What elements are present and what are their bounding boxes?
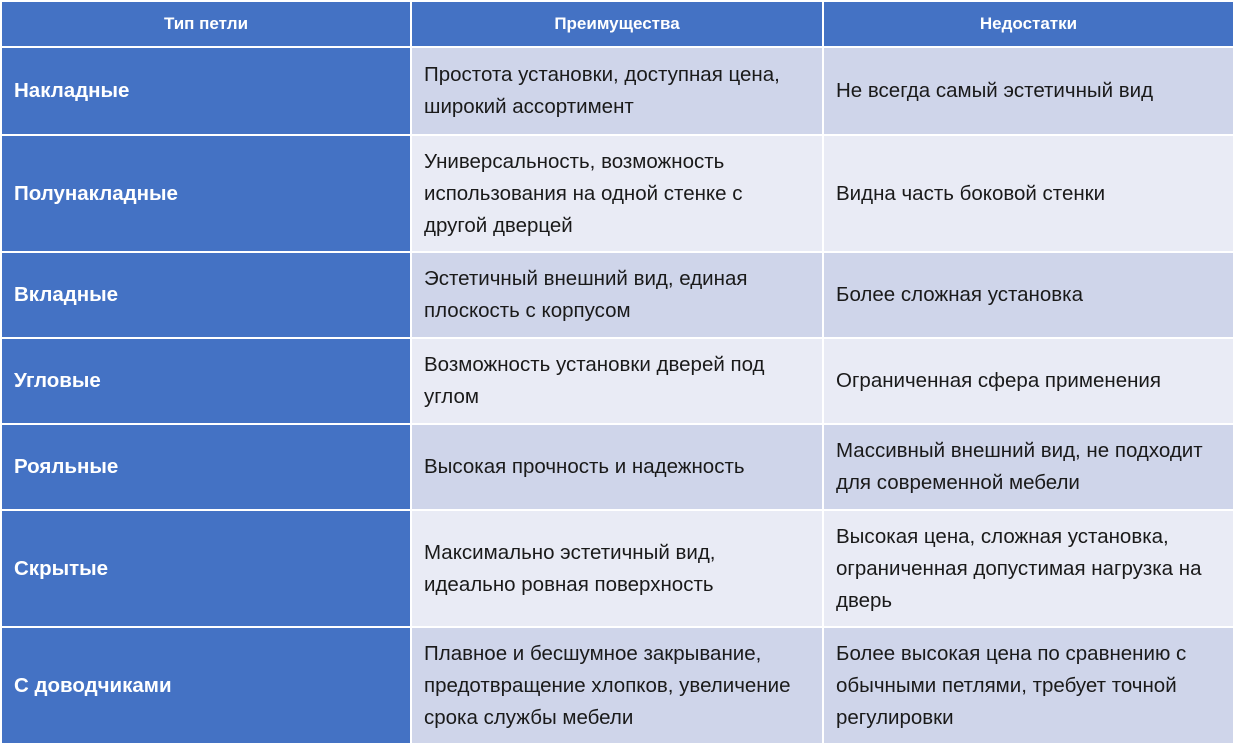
row-pros-text: Максимально эстетичный вид, идеально ровная поверхность [424, 540, 716, 596]
row-pros-text: Высокая прочность и надежность [424, 455, 745, 478]
row-pros-text: Возможность установки дверей под углом [424, 353, 765, 408]
row-type-label: Угловые [14, 369, 101, 392]
row-cons-cell [824, 511, 1233, 626]
header-cell-cons [824, 2, 1233, 46]
row-cons-cell [824, 425, 1233, 509]
row-type-label: Вкладные [14, 283, 119, 306]
row-pros-cell [412, 425, 822, 509]
row-pros-cell [412, 48, 822, 134]
row-pros-cell [412, 253, 822, 337]
hinge-comparison-table [2, 2, 1233, 743]
row-cons-cell [824, 253, 1233, 337]
row-pros-cell [412, 136, 822, 251]
row-pros-text: Эстетичный внешний вид, единая плоскость с корпусом [424, 267, 748, 322]
row-cons-text: Более сложная установка [836, 283, 1083, 306]
row-cons-text: Не всегда самый эстетичный вид [836, 79, 1154, 102]
row-cons-cell [824, 136, 1233, 251]
row-type-cell [2, 136, 410, 251]
row-type-cell [2, 48, 410, 134]
row-type-label: Скрытые [14, 556, 109, 580]
row-cons-text: Массивный внешний вид, не подходит для современной мебели [836, 439, 1203, 494]
row-cons-cell [824, 48, 1233, 134]
row-type-label: Рояльные [14, 455, 119, 478]
row-type-cell [2, 425, 410, 509]
row-pros-text: Простота установки, доступная цена, широкий ассортимент [424, 63, 780, 118]
row-type-label: С доводчиками [14, 673, 172, 697]
row-pros-cell [412, 339, 822, 423]
row-type-cell [2, 628, 410, 743]
row-type-label: Накладные [14, 79, 130, 102]
row-pros-text: Универсальность, возможность использования на одной стенке с другой дверцей [424, 149, 743, 237]
row-type-cell [2, 253, 410, 337]
row-pros-text: Плавное и бесшумное закрывание, предотвращение хлопков, увеличение срока службы мебели [424, 641, 791, 729]
row-type-label: Полунакладные [14, 181, 178, 205]
row-pros-cell [412, 628, 822, 743]
row-type-cell [2, 511, 410, 626]
row-cons-text: Видна часть боковой стенки [836, 181, 1106, 205]
row-cons-text: Высокая цена, сложная установка, ограниченная допустимая нагрузка на дверь [836, 524, 1202, 612]
row-cons-cell [824, 628, 1233, 743]
row-pros-cell [412, 511, 822, 626]
header-label-pros: Преимущества [554, 14, 680, 33]
header-cell-type [2, 2, 410, 46]
header-cell-pros [412, 2, 822, 46]
header-label-cons: Недостатки [979, 14, 1078, 33]
row-cons-cell [824, 339, 1233, 423]
header-label-type: Тип петли [163, 14, 249, 33]
row-type-cell [2, 339, 410, 423]
row-cons-text: Ограниченная сфера применения [836, 369, 1161, 392]
row-cons-text: Более высокая цена по сравнению с обычными петлями, требует точной регулировки [836, 641, 1187, 729]
